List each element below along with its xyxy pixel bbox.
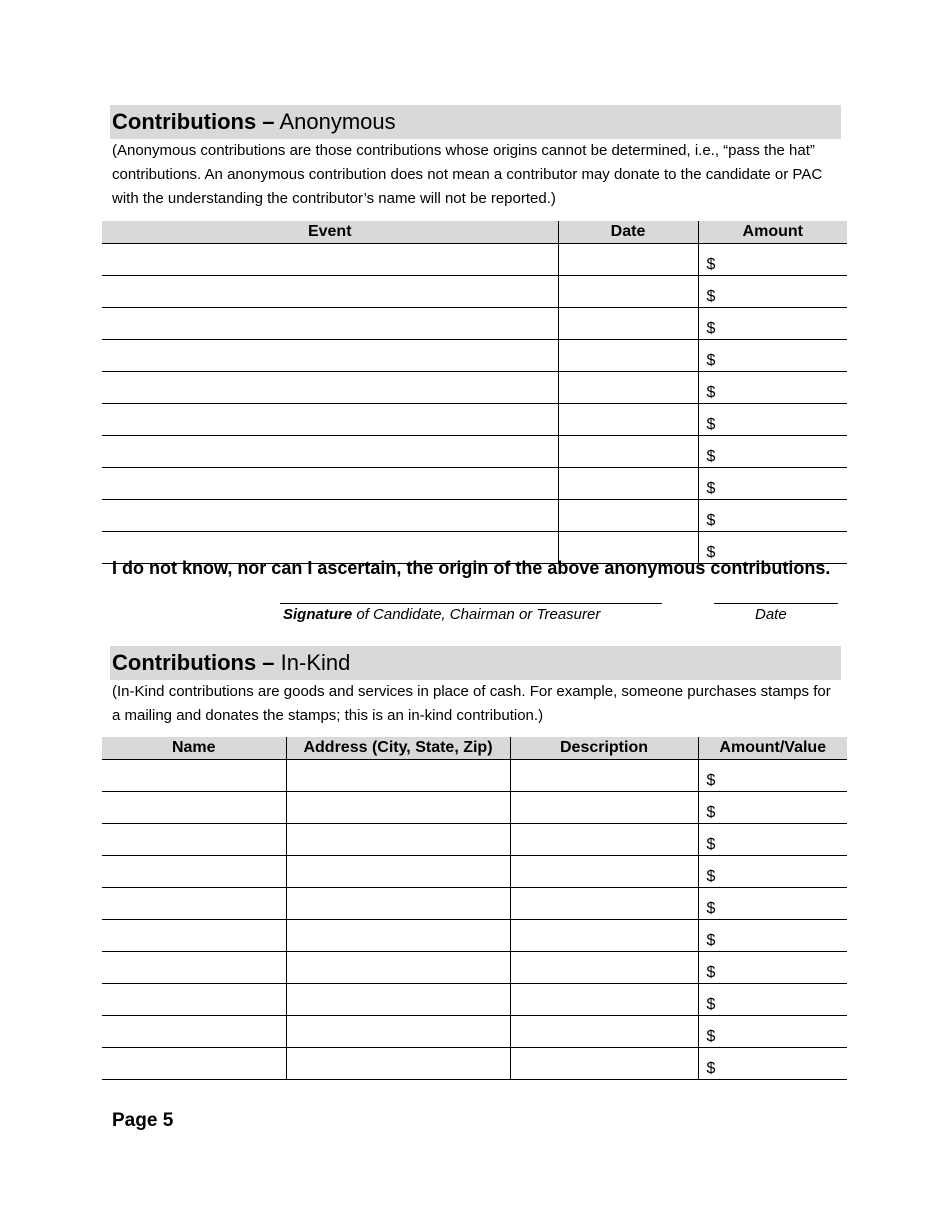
address-cell[interactable] xyxy=(286,920,510,952)
amount-cell[interactable]: $ xyxy=(698,308,847,340)
signature-date-label: Date xyxy=(755,606,787,623)
name-cell[interactable] xyxy=(102,888,286,920)
description-cell[interactable] xyxy=(510,952,698,984)
anonymous-table-header-row xyxy=(102,221,847,244)
inkind-table-row xyxy=(102,1016,847,1048)
address-cell[interactable] xyxy=(286,856,510,888)
anonymous-table-row xyxy=(102,436,847,468)
inkind-table-row xyxy=(102,1048,847,1080)
name-cell[interactable] xyxy=(102,856,286,888)
event-cell[interactable] xyxy=(102,244,558,276)
anonymous-table-row xyxy=(102,308,847,340)
date-cell[interactable] xyxy=(558,244,698,276)
inkind-table-header-row xyxy=(102,737,847,760)
event-cell[interactable] xyxy=(102,276,558,308)
date-cell[interactable] xyxy=(558,436,698,468)
address-cell[interactable] xyxy=(286,888,510,920)
inkind-contributions-table xyxy=(102,737,847,1080)
page-number: Page 5 xyxy=(112,1110,174,1131)
event-cell[interactable] xyxy=(102,468,558,500)
name-cell[interactable] xyxy=(102,984,286,1016)
name-cell[interactable] xyxy=(102,1048,286,1080)
inkind-table-row xyxy=(102,792,847,824)
inkind-table-row xyxy=(102,920,847,952)
date-cell[interactable] xyxy=(558,372,698,404)
inkind-description: (In-Kind contributions are goods and services in place of cash. For example, someone purchases stamps for a mailing and donates the stamps; this is an in-kind contribution.) xyxy=(112,683,831,724)
anonymous-table-row xyxy=(102,340,847,372)
event-cell[interactable] xyxy=(102,404,558,436)
inkind-col-description: Description xyxy=(510,737,698,760)
anonymous-col-amount: Amount xyxy=(698,221,847,244)
amount-cell[interactable]: $ xyxy=(698,244,847,276)
anonymous-statement: I do not know, nor can I ascertain, the origin of the above anonymous contributions. xyxy=(112,558,831,578)
name-cell[interactable] xyxy=(102,1016,286,1048)
inkind-title-bold: Contributions – xyxy=(112,650,275,675)
amount-value-cell[interactable]: $ xyxy=(698,824,847,856)
inkind-table-row xyxy=(102,856,847,888)
amount-value-cell[interactable]: $ xyxy=(698,952,847,984)
amount-cell[interactable]: $ xyxy=(698,340,847,372)
name-cell[interactable] xyxy=(102,920,286,952)
description-cell[interactable] xyxy=(510,856,698,888)
amount-value-cell[interactable]: $ xyxy=(698,920,847,952)
amount-value-cell[interactable]: $ xyxy=(698,888,847,920)
signature-label xyxy=(283,606,600,623)
description-cell[interactable] xyxy=(510,760,698,792)
inkind-table-row xyxy=(102,760,847,792)
inkind-title-light: In-Kind xyxy=(274,650,351,675)
anonymous-col-date: Date xyxy=(558,221,698,244)
anonymous-table-row xyxy=(102,372,847,404)
inkind-table-row xyxy=(102,984,847,1016)
description-cell[interactable] xyxy=(510,1048,698,1080)
address-cell[interactable] xyxy=(286,1016,510,1048)
name-cell[interactable] xyxy=(102,792,286,824)
amount-cell[interactable]: $ xyxy=(698,468,847,500)
signature-line[interactable] xyxy=(280,603,662,604)
description-cell[interactable] xyxy=(510,888,698,920)
date-cell[interactable] xyxy=(558,308,698,340)
description-cell[interactable] xyxy=(510,1016,698,1048)
description-cell[interactable] xyxy=(510,792,698,824)
inkind-col-amount: Amount/Value xyxy=(698,737,847,760)
anonymous-table-row xyxy=(102,404,847,436)
description-cell[interactable] xyxy=(510,984,698,1016)
anonymous-contributions-table xyxy=(102,221,847,564)
description-cell[interactable] xyxy=(510,824,698,856)
signature-label-bold: Signature xyxy=(283,606,353,623)
date-cell[interactable] xyxy=(558,276,698,308)
date-cell[interactable] xyxy=(558,340,698,372)
amount-value-cell[interactable]: $ xyxy=(698,856,847,888)
amount-cell[interactable]: $ xyxy=(698,404,847,436)
inkind-table-row xyxy=(102,824,847,856)
amount-value-cell[interactable]: $ xyxy=(698,1048,847,1080)
amount-cell[interactable]: $ xyxy=(698,532,847,564)
event-cell[interactable] xyxy=(102,340,558,372)
address-cell[interactable] xyxy=(286,1048,510,1080)
inkind-col-address: Address (City, State, Zip) xyxy=(286,737,510,760)
amount-value-cell[interactable]: $ xyxy=(698,760,847,792)
date-cell[interactable] xyxy=(558,468,698,500)
inkind-table-row xyxy=(102,888,847,920)
address-cell[interactable] xyxy=(286,760,510,792)
anonymous-section-header xyxy=(110,105,841,139)
amount-cell[interactable]: $ xyxy=(698,500,847,532)
inkind-col-name: Name xyxy=(102,737,286,760)
event-cell[interactable] xyxy=(102,308,558,340)
event-cell[interactable] xyxy=(102,500,558,532)
inkind-table-row xyxy=(102,952,847,984)
address-cell[interactable] xyxy=(286,984,510,1016)
event-cell[interactable] xyxy=(102,436,558,468)
anonymous-table-row xyxy=(102,244,847,276)
anonymous-table-row xyxy=(102,276,847,308)
address-cell[interactable] xyxy=(286,952,510,984)
amount-value-cell[interactable]: $ xyxy=(698,792,847,824)
address-cell[interactable] xyxy=(286,824,510,856)
anonymous-table-row xyxy=(102,500,847,532)
event-cell[interactable] xyxy=(102,372,558,404)
name-cell[interactable] xyxy=(102,824,286,856)
amount-cell[interactable]: $ xyxy=(698,436,847,468)
anonymous-col-event: Event xyxy=(102,221,558,244)
name-cell[interactable] xyxy=(102,760,286,792)
anonymous-table-row xyxy=(102,468,847,500)
anonymous-description: (Anonymous contributions are those contributions whose origins cannot be determined, i.e., “pass the hat” contributions. An anonymous contribution does not mean a contributor may donate to the candidate or PAC with the understanding the contributor’s name will not be reported.) xyxy=(112,142,823,207)
anonymous-title-bold: Contributions – xyxy=(112,109,275,134)
amount-value-cell[interactable]: $ xyxy=(698,1016,847,1048)
anonymous-title-light: Anonymous xyxy=(274,109,396,134)
date-cell[interactable] xyxy=(558,500,698,532)
amount-cell[interactable]: $ xyxy=(698,276,847,308)
amount-value-cell[interactable]: $ xyxy=(698,984,847,1016)
description-cell[interactable] xyxy=(510,920,698,952)
address-cell[interactable] xyxy=(286,792,510,824)
inkind-section-header xyxy=(110,646,841,680)
name-cell[interactable] xyxy=(102,952,286,984)
amount-cell[interactable]: $ xyxy=(698,372,847,404)
signature-label-rest: of Candidate, Chairman or Treasurer xyxy=(352,606,601,623)
signature-date-line[interactable] xyxy=(714,603,838,604)
date-cell[interactable] xyxy=(558,404,698,436)
